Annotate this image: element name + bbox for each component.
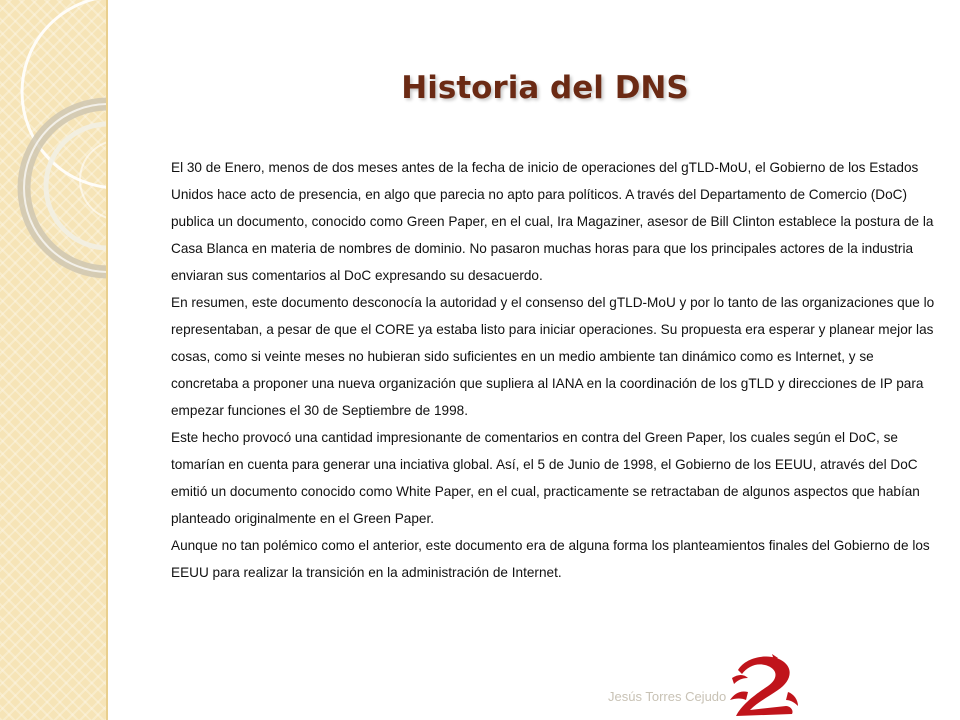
paragraph: El 30 de Enero, menos de dos meses antes de la fecha de inicio de operaciones del gTLD-MoU, el Gobierno de los Estados Unidos hace acto de presencia, en algo que parecia no apto para políticos. A través del Departamento de Comercio (DoC) publica un documento, conocido como Green Paper, en el cual, Ira Magaziner, asesor de Bill Clinton establece la postura de la Casa Blanca en materia de nombres de dominio. No pasaron muchas horas para que los principales actores de la industria enviaran sus comentarios al DoC expresando su desacuerdo. — [171, 160, 934, 283]
dragon-logo-icon — [728, 652, 800, 720]
decorative-sidebar — [0, 0, 107, 720]
paragraph: Aunque no tan polémico como el anterior, este documento era de alguna forma los planteamientos finales del Gobierno de los EEUU para realizar la transición en la administración de Internet. — [171, 538, 930, 580]
sidebar-divider — [106, 0, 108, 720]
slide-title: Historia del DNS — [401, 70, 689, 106]
decorative-circles — [0, 0, 107, 720]
paragraph: En resumen, este documento desconocía la autoridad y el consenso del gTLD-MoU y por lo tanto de las organizaciones que lo representaban, a pesar de que el CORE ya estaba listo para iniciar operaciones. Su propuesta era esperar y planear mejor las cosas, como si veinte meses no hubieran sido suficientes en un medio ambiente tan dinámico como es Internet, y se concretaba a proponer una nueva organización que supliera al IANA en la coordinación de los gTLD y direcciones de IP para empezar funciones el 30 de Septiembre de 1998. — [171, 295, 935, 418]
slide-body — [171, 154, 941, 586]
paragraph: Este hecho provocó una cantidad impresionante de comentarios en contra del Green Paper, los cuales según el DoC, se tomarían en cuenta para generar una inciativa global. Así, el 5 de Junio de 1998, el Gobierno de los EEUU, através del DoC emitió un documento conocido como White Paper, en el cual, practicamente se retractaban de algunos aspectos que habían planteado originalmente en el Green Paper. — [171, 430, 920, 526]
footer-author: Jesús Torres Cejudo — [608, 689, 727, 704]
